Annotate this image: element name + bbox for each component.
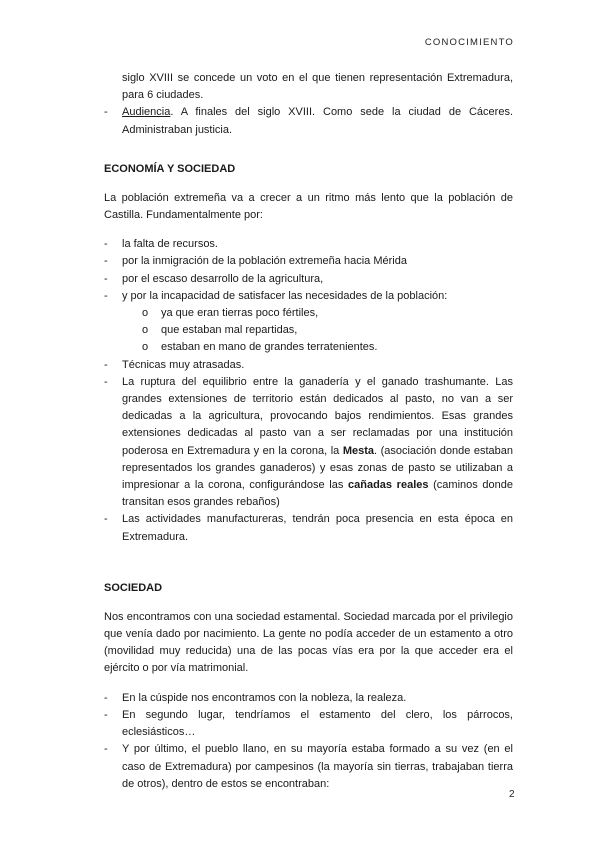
list-item: - la falta de recursos.	[104, 236, 513, 253]
page-content	[104, 70, 513, 793]
list-item: - Las actividades manufactureras, tendrán poca presencia en esta época en Extremadura.	[104, 511, 513, 545]
sociedad-paragraph: Nos encontramos con una sociedad estamental. Sociedad marcada por el privilegio que venía dado por nacimiento. La gente no podía acceder de un estamento a otro (movilidad muy reducida) una de las pocas vías era por la que acceder era el ejército o por vía matrimonial.	[104, 610, 513, 675]
ruptura-text-c: (caminos donde transitan esos grandes rebaños)	[122, 479, 513, 509]
economia-intro: La población extremeña va a crecer a un ritmo más lento que la población de Castilla. Fundamentalmente por:	[104, 191, 513, 222]
audiencia-term: Audiencia	[122, 106, 171, 119]
sub-list-item: o que estaban mal repartidas,	[104, 322, 513, 339]
ruptura-text-a: La ruptura del equilibrio entre la ganadería y el ganado trashumante. Las grandes extensiones de territorio están dedicados al pasto, no van a ser dedicadas a la agricultura, provocando bajos rendimientos. Esas grandes extensiones dedicadas al pasto van a ser reclamadas por una institución poderosa en Extremadura y en la corona, la	[122, 375, 513, 457]
intro-continuation: siglo XVIII se concede un voto en el que tienen representación Extremadura, para 6 ciudades.	[122, 72, 513, 102]
ruptura-text-b: . (asociación donde estaban representados los grandes ganaderos) y esas zonas de pasto se utilizaban a impresionar a la corona, configurándose las	[122, 444, 513, 492]
list-item: - Técnicas muy atrasadas.	[104, 357, 513, 374]
mesta-term: Mesta	[342, 444, 374, 457]
canadas-term: cañadas reales	[348, 479, 429, 492]
list-item: - y por la incapacidad de satisfacer las necesidades de la población:	[104, 288, 513, 305]
list-item: - por la inmigración de la población extremeña hacia Mérida	[104, 253, 513, 270]
audiencia-item	[104, 104, 513, 138]
sub-list-item: o ya que eran tierras poco fértiles,	[104, 305, 513, 322]
audiencia-text: . A finales del siglo XVIII. Como sede la ciudad de Cáceres. Administraban justicia.	[122, 106, 513, 136]
list-item: - Y por último, el pueblo llano, en su mayoría estaba formado a su vez (en el caso de Extremadura) por campesinos (la mayoría sin tierras, trabajaban tierra de otros), dentro de estos se encontraban:	[104, 741, 513, 793]
page-number: 2	[509, 789, 515, 800]
list-item: - En la cúspide nos encontramos con la nobleza, la realeza.	[104, 690, 513, 707]
running-header: CONOCIMIENTO	[424, 37, 514, 48]
economia-heading: ECONOMÍA Y SOCIEDAD	[104, 162, 236, 175]
list-item: - por el escaso desarrollo de la agricultura,	[104, 271, 513, 288]
ruptura-item	[104, 374, 513, 512]
list-item: - En segundo lugar, tendríamos el estamento del clero, los párrocos, eclesiásticos…	[104, 707, 513, 741]
sociedad-heading: SOCIEDAD	[104, 581, 163, 594]
sub-list-item: o estaban en mano de grandes terratenientes.	[104, 339, 513, 356]
